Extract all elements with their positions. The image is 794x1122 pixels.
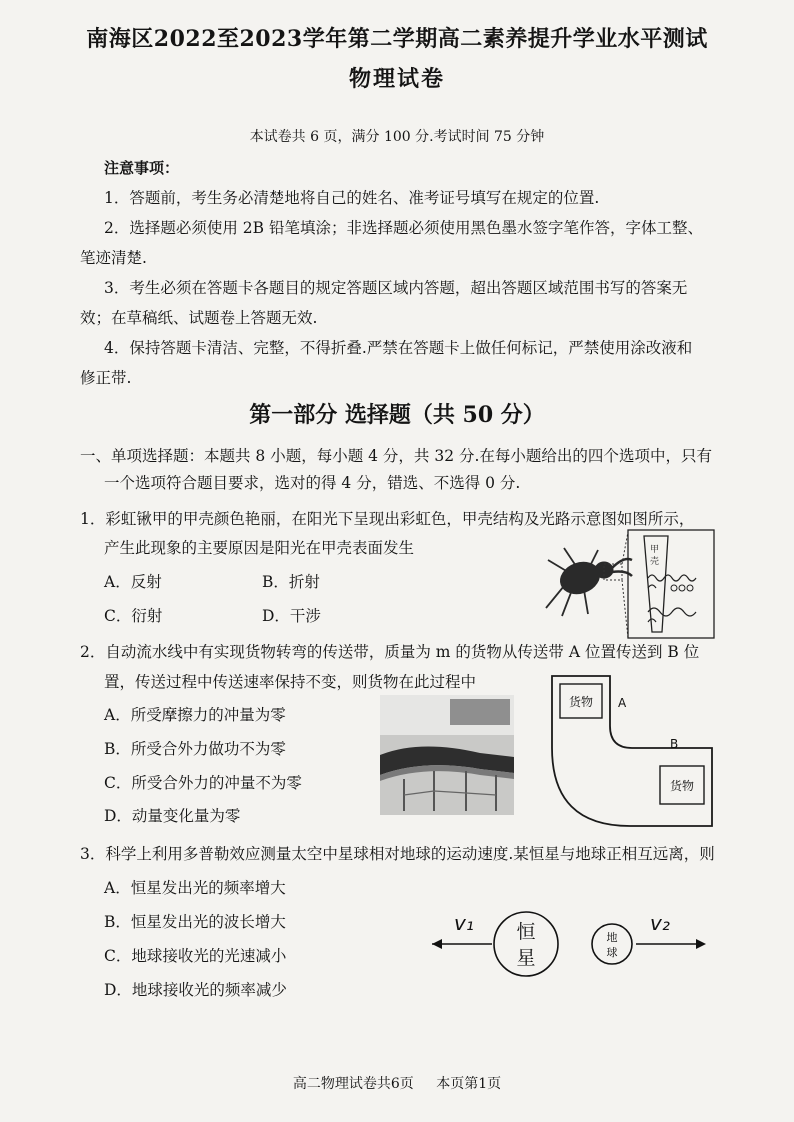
exam-title: 南海区2022至2023学年第二学期高二素养提升学业水平测试 xyxy=(86,26,708,52)
q1-beetle-figure xyxy=(528,526,718,644)
q2-option-d: D．动量变化量为零 xyxy=(104,807,241,825)
arrow-right-icon xyxy=(696,939,706,949)
notice-line: 2．选择题必须使用 2B 铅笔填涂；非选择题必须使用黑色墨水签字笔作答，字体工整、 xyxy=(104,219,703,237)
q3-option-d: D．地球接收光的频率减少 xyxy=(104,981,287,999)
q2-option-c: C．所受合外力的冲量不为零 xyxy=(104,774,302,792)
section-instructions: 一个选项符合题目要求，选对的得 4 分，错选、不选得 0 分. xyxy=(104,474,521,492)
q1-stem: 1．彩虹锹甲的甲壳颜色艳丽，在阳光下呈现出彩虹色，甲壳结构及光路示意图如图所示， xyxy=(80,510,695,528)
doppler-figure xyxy=(426,900,716,990)
q1-option-a: A．反射 xyxy=(104,573,162,591)
exam-info: 本试卷共 6 页，满分 100 分.考试时间 75 分钟 xyxy=(249,129,545,145)
q3-option-a: A．恒星发出光的频率增大 xyxy=(104,879,286,897)
section-heading: 第一部分 选择题（共 50 分） xyxy=(249,402,545,428)
q3-option-c: C．地球接收光的光速减小 xyxy=(104,947,287,965)
point-b-label: B xyxy=(670,737,679,751)
q1-stem: 产生此现象的主要原因是阳光在甲壳表面发生 xyxy=(104,539,415,557)
q1-option-b: B．折射 xyxy=(262,573,320,591)
q2-stem: 置，传送过程中传送速率保持不变，则货物在此过程中 xyxy=(104,673,477,691)
beetle-icon xyxy=(546,548,632,616)
page-footer: 高二物理试卷共6页 本页第1页 xyxy=(292,1076,502,1092)
notice-line: 4．保持答题卡清洁、完整，不得折叠.严禁在答题卡上做任何标记，严禁使用涂改液和 xyxy=(104,339,693,357)
shell-label: 甲 xyxy=(650,545,660,555)
notice-heading: 注意事项： xyxy=(104,159,180,177)
conveyor-photo xyxy=(380,695,514,815)
earth-label: 地 xyxy=(606,931,618,944)
q3-stem: 3．科学上利用多普勒效应测量太空中星球相对地球的运动速度.某恒星与地球正相互远离，则 xyxy=(80,845,715,863)
section-instructions: 一、单项选择题：本题共 8 小题，每小题 4 分，共 32 分.在每小题给出的四个选项中，只有 xyxy=(80,447,712,465)
svg-text:壳: 壳 xyxy=(650,557,660,567)
notice-line: 3．考生必须在答题卡各题目的规定答题区域内答题，超出答题区域范围书写的答案无 xyxy=(104,279,688,297)
notice-line: 修正带. xyxy=(80,369,132,387)
q1-option-d: D．干涉 xyxy=(262,607,321,625)
q1-option-c: C．衍射 xyxy=(104,607,163,625)
conveyor-diagram xyxy=(546,670,718,830)
cargo-label-a: 货物 xyxy=(568,695,594,709)
notice-line: 1．答题前，考生务必清楚地将自己的姓名、准考证号填写在规定的位置. xyxy=(104,189,600,207)
earth-label: 球 xyxy=(606,946,618,959)
cargo-label-b: 货物 xyxy=(669,779,695,793)
point-a-label: A xyxy=(618,696,627,710)
notice-line: 效；在草稿纸、试题卷上答题无效. xyxy=(80,309,318,327)
q2-stem: 2．自动流水线中有实现货物转弯的传送带，质量为 m 的货物从传送带 A 位置传送到 B 位 xyxy=(80,643,700,661)
v2-label: v₂ xyxy=(650,911,670,935)
exam-subtitle: 物理试卷 xyxy=(348,66,445,92)
q2-option-a: A．所受摩擦力的冲量为零 xyxy=(104,706,286,724)
notice-line: 笔迹清楚. xyxy=(80,249,147,267)
q2-option-b: B．所受合外力做功不为零 xyxy=(104,740,286,758)
q3-option-b: B．恒星发出光的波长增大 xyxy=(104,913,286,931)
star-label: 星 xyxy=(516,947,536,969)
arrow-left-icon xyxy=(432,939,442,949)
v1-label: v₁ xyxy=(454,911,474,935)
star-label: 恒 xyxy=(516,921,536,943)
